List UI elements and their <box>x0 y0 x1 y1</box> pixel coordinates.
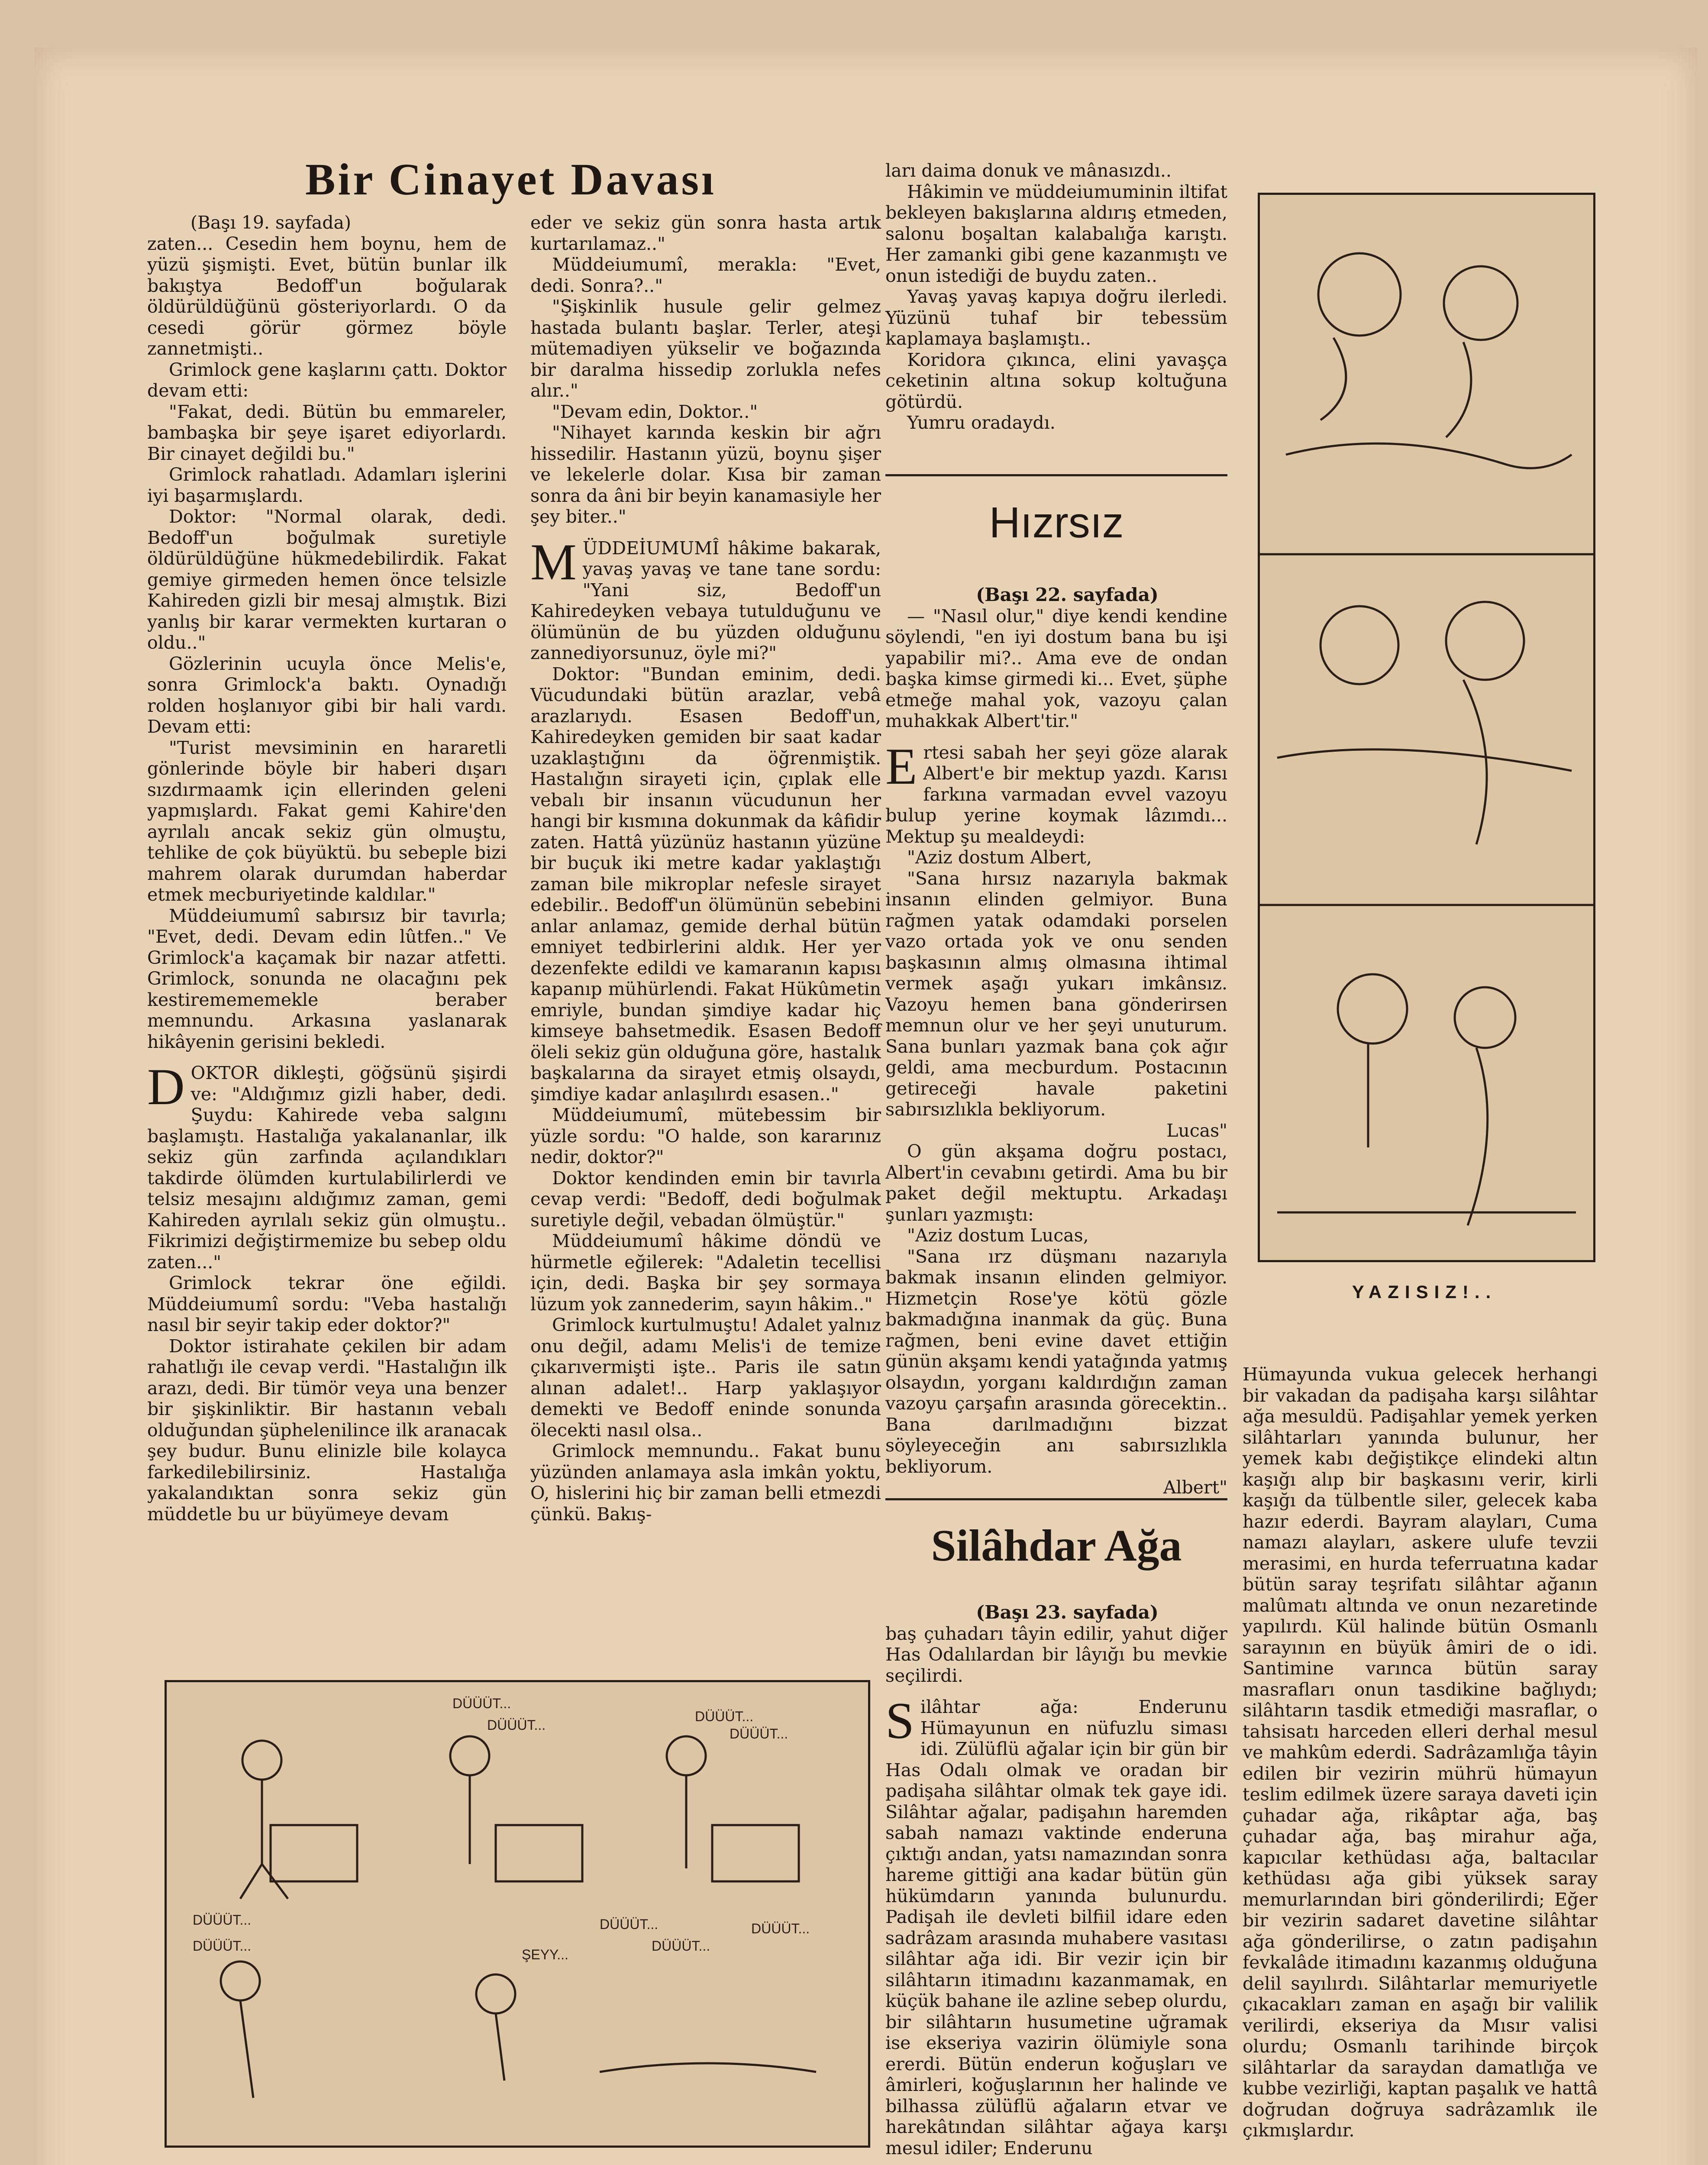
speech-bubble: DÜÜÜT... <box>652 1938 710 1954</box>
cartoon-illustration <box>167 1682 868 2146</box>
speech-bubble: DÜÜÜT... <box>487 1717 546 1733</box>
speech-bubble: DÜÜÜT... <box>600 1916 659 1932</box>
cartoon-telefonzede <box>165 1680 870 2148</box>
paragraph-text: OKTOR dikleşti, göğsünü şişirdi ve: "Aldığımız gizli haber, dedi. Şuydu: Kahirede veba salgını başlamıştı. Hastalığa yakalananlar, ilk sekiz gün zarfında açılandıkları takdirde ölümden kurtulabilirlerdi ve telsiz mesajını aldığımız zaman, gemi Kahireden ayrılalı sekiz gün olmuştu.. Fikrimizi değiştirmemize bu sebep oldu zaten..." <box>147 1063 507 1273</box>
article-title-silahdar: Silâhdar Ağa <box>931 1521 1182 1570</box>
article-title-cinayet: Bir Cinayet Davası <box>305 155 717 204</box>
paragraph: ları daima donuk ve mânasızdı.. <box>885 160 1172 181</box>
paragraph: baş çuhadarı tâyin edilir, yahut diğer Has Odalılardan bir lâyığı bu mevkie seçilirdi. <box>885 1623 1227 1686</box>
paragraph-dropcap <box>885 737 1227 847</box>
paragraph: zaten... Cesedin hem boynu, hem de yüzü şişmişti. Evet, bütün bunlar ilk bakıştya Bedoff'un boğularak öldürüldüğünü gösteriyorlardı. O da cesedi görür görmez böyle zannetmişti.. <box>147 233 507 359</box>
speech-bubble: DÜÜÜT... <box>193 1912 252 1928</box>
speech-bubble: DÜÜÜT... <box>193 1938 252 1954</box>
signature: Albert" <box>1163 1477 1227 1498</box>
drop-letter: M <box>530 533 577 591</box>
drop-letter: E <box>885 737 917 795</box>
paragraph: Doktor kendinden emin bir tavırla cevap verdi: "Bedoff, dedi boğulmak suretiyle değil, vebadan ölmüştür." <box>530 1167 881 1231</box>
paragraph-dropcap <box>530 533 881 664</box>
column-3 <box>885 160 1227 455</box>
speech-bubble: ŞEYY... <box>522 1947 568 1962</box>
paragraph: "Aziz dostum Albert, <box>907 847 1092 868</box>
cartoon-illustration <box>1260 195 1593 1260</box>
paragraph-text: ilâhtar ağa: Enderunu Hümayunun en nüfuzlu siması idi. Zülüflü ağalar için bir gün bir Has Odalı olmak ve oradan bir padişaha silâhtar olmak tek gaye idi. Silâhtar ağalar, padişahın haremden sabah namazı vaktinde enderuna çıktığı andan, yatsı namazından sonra hareme gittiği ana kadar bütün gün hükümdarın yanında bulunurdu. Padişah ile devleti bilfiil idare eden sadrâzam arasında muhabere vasıtası silâhtar ağa idi. Bir vezir için bir silâhtarın itimadını kazanmamak, en küçük bahane ile azline sebep olurdu, bir silâhtarın husumetine uğramak ise ekseriya vazirin ölümiyle sona ererdi. Bütün enderun koğuşları ve âmirleri, koğuşlarının her halinde ve bilhassa zülüflü ağaların etvar ve harekâtından silâhtar ağaya karşı mesul idiler; Enderunu <box>885 1696 1227 2159</box>
paragraph: Gözlerinin ucuyla önce Melis'e, sonra Grimlock'a baktı. Oynadığı rolden hoşlanıyor gibi bir hali vardı. Devam etti: <box>147 653 507 737</box>
paragraph: "Sana hırsız nazarıyla bakmak insanın elinden gelmiyor. Buna rağmen yatak odamdaki porselen vazo ortada yok ve onu senden başkasının almış olmasına ihtimal vermek aşağı yukarı imkânsız. Vazoyu hemen bana gönderirsen memnun olur ve her şeyi unuturum. Sana bunları yazmak bana çok ağır geldi, ama mecburdum. Postacının getireceği havale paketini sabırsızlıkla bekliyorum. <box>885 868 1227 1120</box>
paragraph: O gün akşama doğru postacı, Albert'in cevabını getirdi. Ama bu bir paket değil mektuptu. Arkadaşı şunları yazmıştı: <box>885 1141 1227 1225</box>
column-2 <box>530 212 881 1823</box>
paragraph: Müddeiumumî, merakla: "Evet, dedi. Sonra?.." <box>530 254 881 296</box>
continued-note: (Başı 22. sayfada) <box>976 584 1159 605</box>
cartoon-caption: YAZISIZ!.. <box>1352 1282 1497 1302</box>
signature: Lucas" <box>1166 1120 1227 1141</box>
drop-letter: S <box>885 1692 914 1749</box>
cartoon-yazisiz <box>1258 193 1595 1262</box>
paragraph: Grimlock kurtulmuştu! Adalet yalnız onu değil, adamı Melis'i de temize çıkarıvermişti işte.. Paris ile satın alınan adalet!.. Harp yaklaşıyor demekti ve Bedoff eninde sonunda ölecekti nasıl olsa.. <box>530 1315 881 1441</box>
paragraph: Müddeiumumî hâkime döndü ve hürmetle eğilerek: "Adaletin tecellisi için, dedi. Başka bir şey sormaya lüzum yok zannederim, sayın hâkim.." <box>530 1231 881 1315</box>
paragraph: Yumru oradaydı. <box>907 412 1056 433</box>
paragraph: Grimlock memnundu.. Fakat bunu yüzünden anlamaya asla imkân yoktu, O, hislerini hiç bir zaman belli etmezdi çünkü. Bakış- <box>530 1441 881 1525</box>
column-1 <box>147 212 507 1823</box>
paragraph: Grimlock gene kaşlarını çattı. Doktor devam etti: <box>147 359 507 401</box>
paragraph: Müddeiumumî sabırsız bir tavırla; "Evet, dedi. Devam edin lûtfen.." Ve Grimlock'a kaçamak bir nazar atfetti. Grimlock, sonunda ne olacağını pek kestiremememekle beraber memnundu. Arkasına yaslanarak hikâyenin gerisini bekledi. <box>147 905 507 1052</box>
paragraph: Doktor: "Normal olarak, dedi. Bedoff'un boğulmak suretiyle öldürüldüğüne hükmedebilirdik. Fakat gemiye girmeden hemen önce telsizle Kahireden gizli bir mesaj almıştık. Bizi yanlış bir karar vermekten kurtaran o oldu.." <box>147 506 507 653</box>
paragraph: "Fakat, dedi. Bütün bu emmareler, bambaşka bir şeye işaret ediyorlardı. Bir cinayet değildi bu." <box>147 401 507 464</box>
speech-bubble: DÜÜÜT... <box>695 1709 754 1724</box>
paragraph-text: ÜDDEİUMUMÎ hâkime bakarak, yavaş yavaş ve tane tane sordu: "Yani siz, Bedoff'un Kahiredeyken vebaya tutulduğunu ve ölümünün de bu yüzden olduğunu zannediyorsunuz, öyle mi?" <box>530 537 881 663</box>
paragraph: — "Nasıl olur," diye kendi kendine söylendi, "en iyi dostum bana bu işi yapabilir mi?.. Ama eve de ondan başka kimse girmedi ki... Evet, şüphe etmeğe mahal yok, vazoyu çalan muhakkak Albert'tir." <box>885 605 1227 731</box>
paragraph: Koridora çıkınca, elini yavaşça ceketinin altına sokup koltuğuna götürdü. <box>885 349 1227 412</box>
column-5 <box>1243 1364 1598 2165</box>
paragraph: "Sana ırz düşmanı nazarıyla bakmak insanın elinden gelmiyor. Hizmetçin Rose'ye kötü gözle bakmadığına inanmak da güç. Buna rağmen, beni evine davet ettiğin günün akşamı kendi yatağında yatmış olsaydın, yorganı kaldırdığın zaman vazoyu çarşafın arasında görecektin.. Bana darılmadığını bizzat söyleyeceğin anı sabırsızlıkla bekliyorum. <box>885 1246 1227 1477</box>
paragraph: Hâkimin ve müddeiumuminin iltifat bekleyen bakışlarına aldırış etmeden, salonu boşaltan kalabalığa karıştı. Her zamanki gibi gene kazanmıştı ve onun istediği de buydu zaten.. <box>885 181 1227 286</box>
divider <box>885 474 1227 476</box>
divider <box>885 1498 1227 1500</box>
continued-note: (Başı 23. sayfada) <box>976 1602 1159 1623</box>
continued-note: (Başı 19. sayfada) <box>190 212 351 233</box>
speech-bubble: DÜÜÜT... <box>730 1726 788 1742</box>
speech-bubble: DÜÜÜT... <box>751 1921 810 1936</box>
speech-bubble: DÜÜÜT... <box>452 1696 511 1711</box>
paragraph: "Turist mevsiminin en hararetli gönlerinde böyle bir haberi dışarı sızdırmaamk için ellerinden geleni yapmışlardı. Fakat gemi Kahire'den ayrılalı ancak sekiz gün olmuştu, tehlike de çok büyüktü. bu sebeple bizi mahrem olarak durumdan haberdar etmek mecburiyetinde kaldılar." <box>147 737 507 905</box>
paragraph: Doktor istirahate çekilen bir adam rahatlığı ile cevap verdi. "Hastalığın ilk arazı, dedi. Bir tümör veya una benzer bir şişkinliktir. Bir hastanın vebalı olduğundan şüphelenilince ilk aranacak şey budur. Bunu elinizle bile kolayca farkedilebilirsiniz. Hastalığa yakalandıktan sonra sekiz gün müddetle bu ur büyümeye devam <box>147 1335 507 1525</box>
paragraph: "Aziz dostum Lucas, <box>907 1225 1089 1246</box>
paragraph-text: rtesi sabah her şeyi göze alarak Albert'e bir mektup yazdı. Karısı farkına varmadan evvel vazoyu bulup yerine koymak lâzımdı... Mektup şu mealdeydi: <box>885 742 1227 847</box>
paragraph: Grimlock rahatladı. Adamları işlerini iyi başarmışlardı. <box>147 464 507 506</box>
paragraph: Doktor: "Bundan eminim, dedi. Vücudundaki bütün arazlar, vebâ arazlarıydı. Esasen Bedoff'un, Kahiredeyken gemiden bir saat kadar uzaklaştığını da öğrenmiştik. Hastalığın sirayeti için, çıplak elle vebalı bir insanın vücudunun her hangi bir kısmına dokunmak da kâfidir zaten. Hattâ yüzünüz hastanın yüzüne bir buçuk iki metre kadar yaklaştığı zaman bile mikroplar nefesle sirayet edebilir.. Bedoff'un ölümünün sebebini anlar anlamaz, gemide derhal bütün emniyet tedbirlerini aldık. Her yer dezenfekte edildi ve kamaranın kapısı kapanıp mühürlendi. Fakat Hükûmetin emriyle, bundan şimdiye kadar hiç kimseye bahsetmedik. Esasen Bedoff öleli sekiz gün olduğuna göre, hastalık başkalarına da sirayet etmiş olsaydı, şimdiye kadar anlaşılırdı esasen.." <box>530 663 881 1105</box>
paragraph: "Nihayet karında keskin bir ağrı hissedilir. Hastanın yüzü, boynu şişer ve lekelerle dolar. Kısa bir zaman sonra da âni bir beyin kanamasiyle her şey biter.." <box>530 422 881 527</box>
paragraph: "Şişkinlik husule gelir gelmez hastada bulantı başlar. Terler, ateşi mütemadiyen yükselir ve boğazında bir daralma hissedip zorlukla nefes alır.." <box>530 296 881 401</box>
paragraph: eder ve sekiz gün sonra hasta artık kurtarılamaz.." <box>530 212 881 254</box>
paragraph: Grimlock tekrar öne eğildi. Müddeiumumî sordu: "Veba hastalığı nasıl bir seyir takip eder doktor?" <box>147 1273 507 1335</box>
paragraph: "Devam edin, Doktor.." <box>552 401 758 422</box>
paragraph: Müddeiumumî, mütebessim bir yüzle sordu: "O halde, son kararınız nedir, doktor?" <box>530 1105 881 1167</box>
paragraph: Hümayunda vukua gelecek herhangi bir vakadan da padişaha karşı silâhtar ağa mesuldü. Padişahlar yemek yerken silâhtarları yanında bulunur, her yemek kabı değiştikçe elindeki altın kaşığı alıp bir başkasını verir, kirli kaşığı da tülbentle siler, gelecek kaba hazır ederdi. Bayram alayları, Cuma namazı alayları, askere ulufe tevzii merasimi, en hurda teferruatına kadar bütün saray teşrifatı silâhtar ağanın malûmatı altında ve onun nezaretinde yapılırdı. Kül halinde bütün Osmanlı sarayının en büyük âmiri de o idi. Santimine varınca bütün saray masrafları onun tasdikine bağlıydı; silâhtarın tasdik etmediği masraflar, o tahsisatı harceden elleri derhal mesul ve mahkûm ederdi. Sadrâzamlığa tâyin edilen bir vezirin mührü hümayun teslim edilmek üzere saraya daveti için çuhadar ağa, rikâptar ağa, baş çuhadar ağa, baş mirahur ağa, kapıcılar kethüdası ağa, baltacılar kethüdası ağa gibi yüksek saray memurlarından biri gönderilirdi; Eğer bir vezirin sadaret davetine silâhtar ağa gönderilirse, o zatın padişahın fevkalâde itimadını kazanmış olduğuna delil sayılırdı. Silâhtarlar memuriyetle çıkacakları zaman en aşağı bir valilik verilirdi, ekseriya da Mısır valisi olurdu; Osmanlı tarihinde birçok silâhtarlar da saraydan damatlığa ve kubbe vezirliği, kaptan paşalık ve hattâ doğrudan doğruya sadrâzamlık ile çıkmışlardır. <box>1243 1364 1598 2141</box>
column-4 <box>885 1602 1227 2165</box>
article-title-hirsiz: Hızrsız <box>989 498 1124 547</box>
drop-letter: D <box>147 1058 185 1115</box>
paragraph: Yavaş yavaş kapıya doğru ilerledi. Yüzünü tuhaf bir tebessüm kaplamaya başlamıştı.. <box>885 286 1227 349</box>
column-3-article2 <box>885 584 1227 1498</box>
paragraph-dropcap <box>147 1058 507 1273</box>
paragraph-dropcap <box>885 1692 1227 2159</box>
